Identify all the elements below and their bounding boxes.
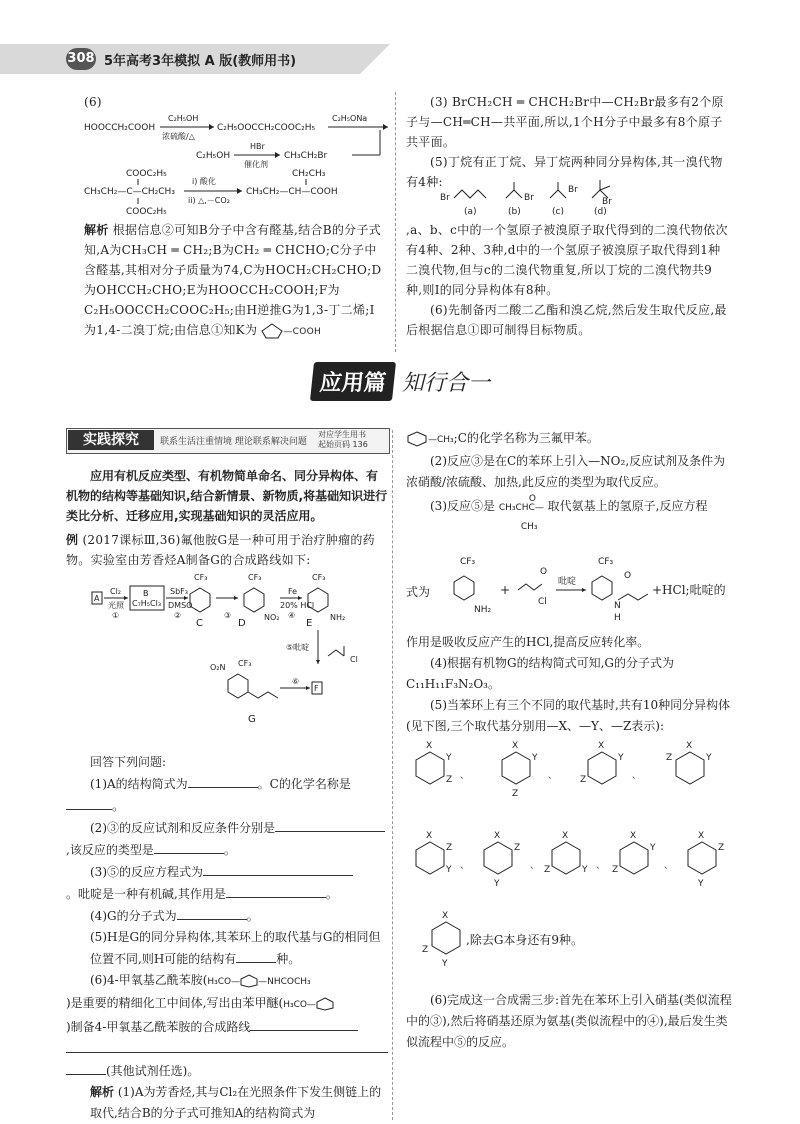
banner-title: 应用篇 [310,362,396,401]
a3-plus: + [500,583,511,597]
analysis-paragraph [84,220,386,342]
section-ref [318,430,388,450]
scheme-cl: Cl [350,655,358,664]
sep-4: 、 [460,861,470,871]
iso2-z: Z [512,789,519,799]
route2-end: CH₃CH₂Br [284,151,328,161]
q3b: 。吡啶是一种有机碱,其作用是 [66,887,226,901]
scheme-G: G [248,714,256,725]
q2b: ,该反应的类型是 [66,843,154,857]
q6-blank-b[interactable] [66,1038,388,1053]
a3-cl: Cl [538,597,547,607]
iso6-x: X [494,831,501,841]
a3-cf3-right: CF₃ [598,557,614,567]
benzene-icon [316,997,334,1011]
bromobutane-structures [440,170,640,218]
answer-1-cont: ;C的化学名称为三氟甲苯。 [453,431,599,445]
iso1-z: Z [446,775,453,785]
sep-5: 、 [530,861,540,871]
reaction-equation [406,548,736,628]
scheme-cf3-e: CF₃ [312,573,326,582]
a3a: (3)反应⑤是 [430,499,495,513]
q5-blank[interactable] [236,948,276,963]
a3-o-right: O [624,571,632,581]
scheme-cond1-bot: 光照 [108,601,124,610]
q6-struct1a: H₃CO— [207,977,241,987]
k-structure: —COOH [283,327,322,337]
q1c: 。 [112,799,125,813]
q1-blank-a[interactable] [188,773,258,788]
q2a: (2)③的反应试剂和反应条件分别是 [90,821,275,835]
q1a: (1)A的结构简式为 [90,777,188,791]
isomer-structures [406,728,736,988]
label-a: (a) [464,207,477,217]
answer-3a [430,494,730,532]
q1b: 。C的化学名称是 [257,777,351,791]
answer-6: (6)完成这一合成需三步:首先在苯环上引入硝基(类似流程中的③),然后将硝基还原为氨基(类似流程中的④),最后发生类似流程中⑤的反应。 [406,993,732,1049]
para-3: (3) BrCH₂CH ═ CHCH₂Br中—CH₂Br最多有2个原子与—CH═CH—共平面,所以,1个H分子中最多有8个原子共平面。 [406,95,724,149]
scheme-n1: ① [112,611,120,620]
book-title: 5年高考3年模拟 A 版(教师用书) [104,54,297,69]
scheme-B-formula: C₇H₅Cl₃ [132,599,162,608]
a3-o-left: O [540,567,548,577]
route3-prod-top: CH₂CH₃ [292,169,326,179]
cyclopentane-icon [261,323,283,339]
route1-cond-bot: 浓硫酸/△ [162,132,195,141]
iso4-x: X [686,741,693,751]
iso2-x: X [512,741,519,751]
iso6-y: Y [494,879,500,889]
a3-group-o: O [528,494,536,504]
right-column-bottom [406,220,728,340]
scheme-E: E [306,618,313,629]
example-text: (2017课标Ⅲ,36)氟他胺G是一种可用于治疗肿瘤的药物。实验室由芳香烃A制备G的合成路线如下: [66,533,375,567]
column-divider-lower [392,430,394,1120]
q6-label: (6) [84,95,102,109]
iso3-y: Y [618,753,624,763]
answers-block-top [406,428,732,493]
q6-blank-a[interactable] [250,1016,358,1031]
q-intro: 回答下列问题: [90,755,167,769]
synthesis-scheme [88,570,388,740]
answer-1: (1)A为芳香烃,其与Cl₂在光照条件下发生侧链上的取代,结合B的分子式可推知A的结构简式为 [90,1085,382,1120]
example-paragraph [66,530,388,570]
synthesis-route-diagram [84,110,394,230]
label-b: (b) [508,207,521,217]
para-6: (6)先制备丙二酸二乙酯和溴乙烷,然后发生取代反应,最后根据信息①即可制得目标物质。 [406,303,727,337]
scheme-C: C [196,618,203,629]
a3-hcl: +HCl;吡啶的 [652,583,726,597]
scheme-cond2-top: SbF₃ [170,587,188,596]
iso10-x: X [442,911,449,921]
section-banner [312,362,492,406]
answer-4: (4)根据有机物G的结构简式可知,G的分子式为C₁₁H₁₁F₃N₂O₃。 [406,656,674,691]
a3-n: N [614,601,621,611]
iso9-z: Z [718,843,725,853]
iso7-z: Z [544,865,551,875]
scheme-A: A [94,594,100,603]
route3-cond-top: i) 酸化 [192,177,216,186]
route2-start: C₂H₅OH [196,151,231,161]
route3-product: CH₃CH₂—CH—COOH [246,187,338,197]
iso1-x: X [426,741,433,751]
a3-arrow: 吡啶 [558,577,577,587]
iso9-x: X [698,831,705,841]
scheme-o2n-g: O₂N [210,663,226,672]
iso8-z: Z [612,865,619,875]
q2-blank-b[interactable] [154,839,224,854]
scheme-F: F [314,684,319,693]
column-divider [395,92,397,352]
section-motto: 联系生活注重情境 理论联系解决问题 [160,437,307,447]
page-number: 308 [66,48,96,70]
answer-tag: 解析 [90,1085,115,1099]
benzene-icon [240,974,258,988]
scheme-n5: ⑤吡啶 [286,643,310,652]
iso8-y: Y [650,843,656,853]
br-a: Br [440,193,450,203]
q5b: 种。 [276,952,301,966]
scheme-n3: ③ [224,611,232,620]
q5a: (5)H是G的同分异构体,其苯环上的取代基与G的相同但位置不同,则H可能的结构有 [90,930,381,966]
q4-blank[interactable] [177,905,247,920]
scheme-n4: ④ [288,611,296,620]
a1-struct: —CH₃ [428,435,454,445]
iso10-y: Y [442,959,448,969]
answers-block-mid [406,632,732,737]
answer-2: (2)反应③是在C的苯环上引入—NO₂,反应试剂及条件为浓硝酸/浓硫酸、加热,此反应的类型为取代反应。 [406,454,726,489]
route2-cond-top: HBr [250,142,265,151]
a3-group [498,494,544,532]
q3-blank-a[interactable] [203,861,353,876]
iso4-z: Z [666,753,673,763]
route1-cond2: C₂H₅ONa [332,114,368,123]
para-5a: (5)丁烷有正丁烷、异丁烷两种同分异构体,其一溴代物有4种: [406,155,723,189]
scheme-cf3-c: CF₃ [194,573,208,582]
iso5-z: Z [446,843,453,853]
q6c: )制备4-甲氧基乙酰苯胺的合成路线 [66,1020,251,1034]
q3-blank-b[interactable] [226,883,326,898]
sep-7: 、 [664,861,674,871]
scheme-cond1-top: Cl₂ [110,587,122,596]
iso5-x: X [426,831,433,841]
a3-group-ch3: CH₃ [520,522,538,532]
q6b: )是重要的精细化工中间体,写出由苯甲醚( [66,996,284,1010]
scheme-cond4-top: Fe [288,587,298,596]
route1-start: HOOCCH₂COOH [84,123,156,133]
route3-main: CH₃CH₂—C—CH₂CH₃ [84,187,175,197]
br-b: Br [524,193,534,203]
answer-3d: 作用是吸收反应产生的HCl,提高反应转化率。 [406,635,650,649]
route3-sub-bot: COOC₂H₅ [126,207,167,217]
label-c: (c) [552,207,564,217]
answer-5: (5)当苯环上有三个不同的取代基时,共有10种同分异构体(见下图,三个取代基分别用—X、—Y、—Z表示): [406,698,731,733]
q6-struct2: H₃CO— [283,1000,316,1010]
answers-block-bottom [406,990,732,1053]
br-c: Br [568,185,578,195]
label-d: (d) [594,207,607,217]
scheme-nh2-e: NH₂ [330,613,346,622]
q4b: 。 [246,909,259,923]
iso2-y: Y [532,753,538,763]
analysis-text: 根据信息②可知B分子中含有醛基,结合B的分子式知,A为CH₃CH ═ CH₂;B为CH₂ ═ CHCHO;C分子中含醛基,其相对分子质量为74,C为HOCH₂CH₂CHO;D为OHCCH₂CHO;E为HOOCCH₂COOH;F为C₂H₅OOCCH₂COOC₂H₅;由H逆推G为1,3-丁二烯;I为1,4-二溴丁烷;由信息①知K为 [84,223,382,337]
example-tag: 例 [66,533,79,547]
q4a: (4)G的分子式为 [90,909,177,923]
analysis-tag: 解析 [84,223,109,237]
br-d: Br [602,197,612,207]
route3-sub-top: COOC₂H₅ [126,169,167,179]
scheme-cf3-g: CF₃ [238,659,252,668]
iso5-y: Y [446,865,452,875]
q6-struct1b: —NHCOCH₃ [258,977,311,987]
iso8-x: X [630,831,637,841]
a3c: 式为 [406,585,431,599]
iso3-x: X [598,741,605,751]
section-intro: 应用有机反应类型、有机物简单命名、同分异构体、有机物的结构等基础知识,结合新情景、新物质,将基础知识进行类比分析、迁移应用,实现基础知识的灵活应用。 [66,469,388,523]
benzene-icon [406,431,428,447]
a3-group-main: CH₃CHC— [498,503,544,513]
q6a: (6)4-甲氧基乙酰苯胺( [90,973,208,987]
ref-top: 对应学生用书 [318,430,366,439]
scheme-cf3-d: CF₃ [248,573,262,582]
questions-block [66,752,388,1124]
iso7-y: Y [582,865,588,875]
sep-2: 、 [548,771,558,781]
route1-mid: C₂H₅OOCCH₂COOC₂H₅ [217,123,316,133]
route1-cond-top: C₂H₅OH [168,114,199,123]
iso10-z: Z [422,945,429,955]
iso4-y: Y [706,753,712,763]
scheme-no2-d: NO₂ [264,613,280,622]
q6-blank-c[interactable] [66,1060,106,1075]
scheme-D: D [238,618,246,629]
q2c: 。 [223,843,236,857]
q3c: 。 [325,887,338,901]
section-title: 实践探究 [68,430,154,450]
scheme-n6: ⑥ [292,677,300,686]
a3-nh2: NH₂ [474,605,492,615]
route2-cond-bot: 催化剂 [244,160,268,169]
scheme-n2: ② [174,611,182,620]
banner-script: 知行合一 [402,371,491,396]
scheme-B: B [143,589,149,598]
iso3-z: Z [580,775,587,785]
a3-h: H [614,613,621,623]
q1-blank-b[interactable] [66,795,112,810]
route3-cond-bot: ii) △,－CO₂ [188,196,230,205]
q2-blank-a[interactable] [275,817,385,832]
answer-5-end: ,除去G本身还有9种。 [466,933,584,947]
a3b: 取代氨基上的氢原子,反应方程 [547,499,708,513]
sep-3: 、 [632,771,642,781]
sep-6: 、 [596,861,606,871]
iso7-x: X [562,831,569,841]
iso1-y: Y [446,753,452,763]
q3a: (3)⑤的反应方程式为 [90,865,203,879]
q6d: (其他试剂任选)。 [106,1064,200,1078]
iso6-z: Z [514,843,521,853]
a3-cf3-left: CF₃ [460,557,476,567]
para-5b: ,a、b、c中的一个氢原子被溴原子取代得到的二溴代物依次有4种、2种、3种,d中的一个氢原子被溴原子取代得到1种二溴代物,但与c的二溴代物重复,所以丁烷的二溴代物共9种,则I的同分异构体有8种。 [406,223,728,297]
scheme-cond2-bot: DMSO [168,601,193,610]
sep-1: 、 [460,771,470,781]
ref-bottom: 起始页码 136 [318,440,368,449]
scheme-cond4-bot: 20% HCl [280,601,315,610]
iso9-y: Y [698,879,704,889]
